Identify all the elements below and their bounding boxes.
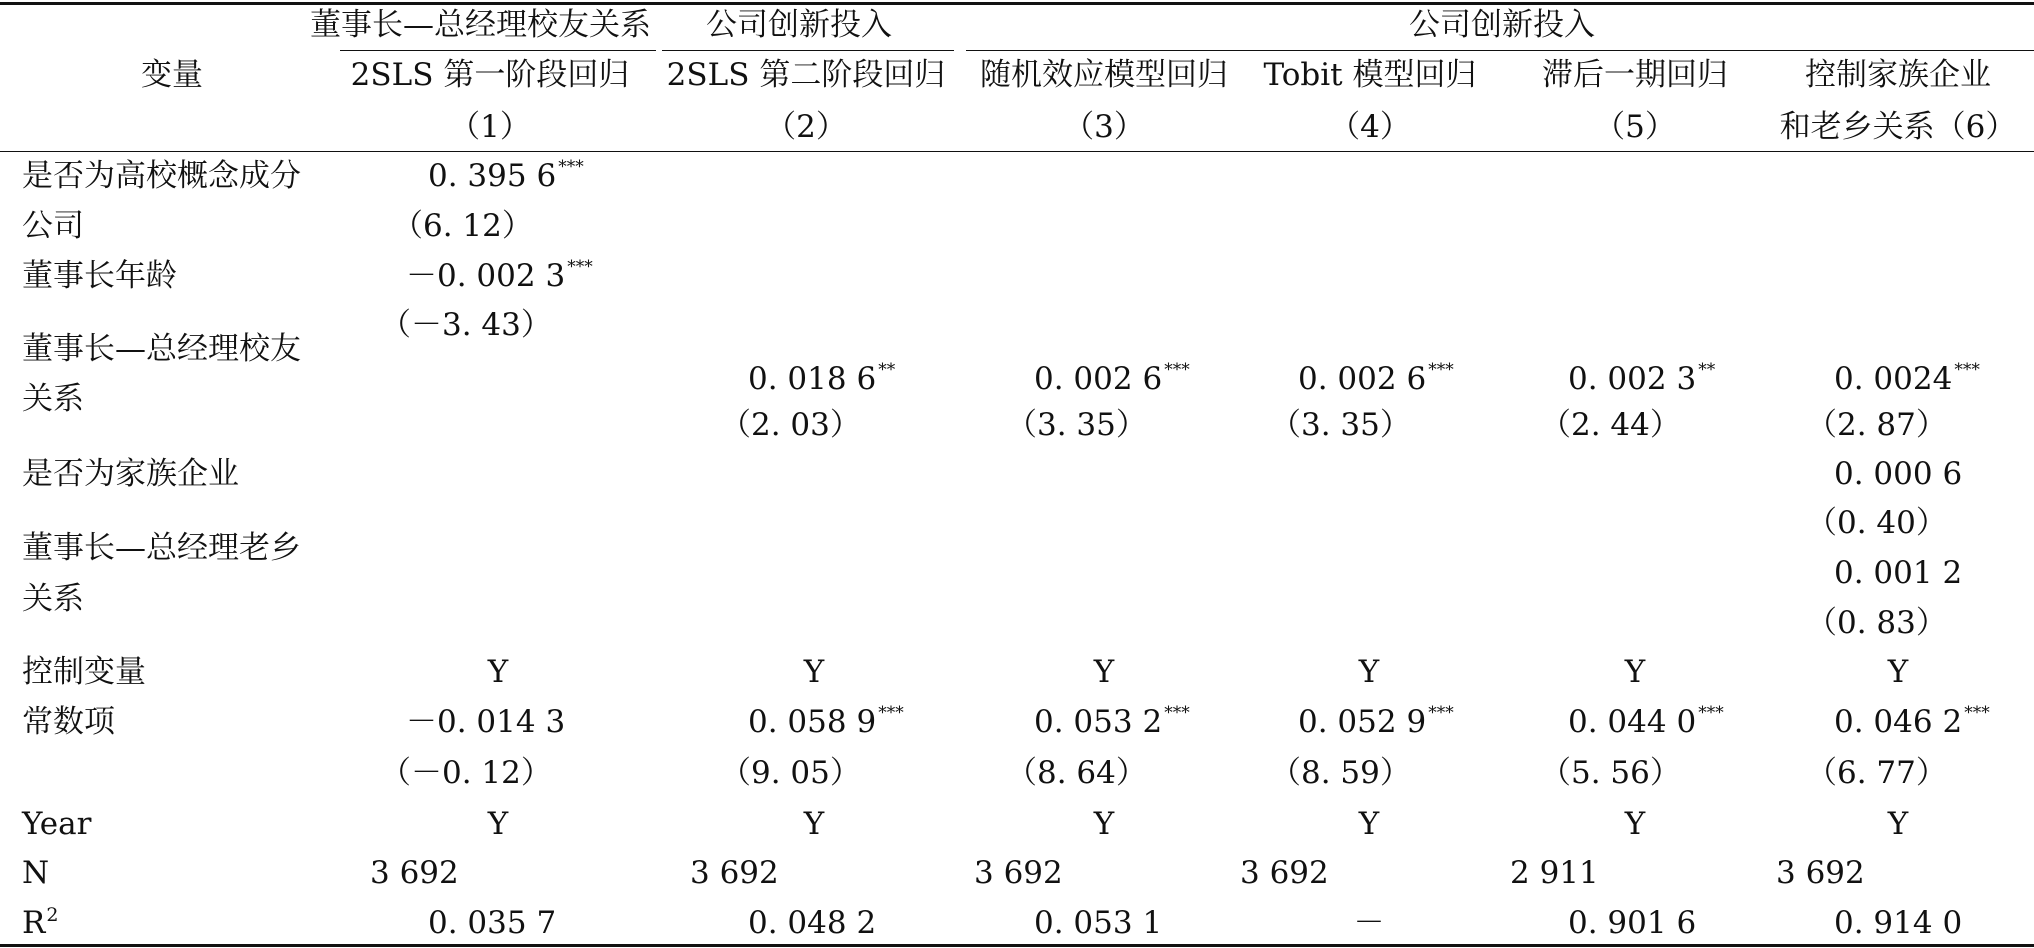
row-label-controls: 控制变量: [22, 654, 146, 690]
cell-age-c1-t: （－3. 43）: [380, 307, 552, 343]
header-col-2-num: （2）: [765, 109, 847, 145]
header-col-5-num: （5）: [1594, 109, 1676, 145]
cell-n-c1: 3 692: [370, 855, 459, 891]
sig-stars: ***: [1954, 360, 1980, 380]
header-col-1-num: （1）: [449, 109, 531, 145]
header-col-5-title: 滞后一期回归: [1542, 57, 1728, 93]
cell-alumni-c5: [1568, 360, 1716, 397]
cell-r2-c6: 0. 914 0: [1834, 905, 1963, 941]
cell-alumni-c2: [748, 360, 896, 397]
header-col-4-num: （4）: [1329, 109, 1411, 145]
sig-stars: ***: [1698, 703, 1724, 723]
header-col-3-title: 随机效应模型回归: [980, 57, 1228, 93]
coef: 0. 002 3: [1568, 361, 1697, 397]
group-1-underline: [340, 50, 656, 51]
cell-n-c2: 3 692: [690, 855, 779, 891]
cell-alumni-c3: [1034, 360, 1190, 397]
cell-controls-c6: Y: [1887, 654, 1909, 690]
header-col-4-title: Tobit 模型回归: [1263, 57, 1477, 93]
row-label-r2: [22, 904, 59, 941]
header-col-6-title-line1: 控制家族企业: [1805, 57, 1991, 93]
sig-stars: ***: [567, 257, 593, 277]
cell-year-c4: Y: [1358, 806, 1380, 842]
cell-n-c5: 2 911: [1510, 855, 1599, 891]
sig-stars: **: [1698, 360, 1716, 380]
cell-constant-c3-t: （8. 64）: [1006, 755, 1147, 791]
cell-r2-c4: －: [1353, 905, 1385, 941]
row-label-alumni-line2: 关系: [22, 381, 84, 417]
sig-stars: ***: [878, 703, 904, 723]
cell-family-c6: 0. 000 6: [1834, 456, 1963, 492]
cell-constant-c2-t: （9. 05）: [720, 755, 861, 791]
cell-laoxiang-c6-t: （0. 83）: [1806, 605, 1947, 641]
group-3-underline: [966, 50, 2034, 51]
cell-constant-c5: [1568, 703, 1724, 740]
sig-stars: ***: [1164, 360, 1190, 380]
cell-alumni-c6: [1834, 360, 1980, 397]
sig-stars: ***: [558, 157, 584, 177]
cell-laoxiang-c6: 0. 001 2: [1834, 555, 1963, 591]
bottom-rule: [0, 944, 2034, 947]
header-group-1: 董事长—总经理校友关系: [310, 7, 651, 43]
cell-gaoxiao-c1: [428, 157, 584, 194]
group-2-underline: [662, 50, 954, 51]
header-col-2-title: 2SLS 第二阶段回归: [666, 57, 946, 93]
cell-alumni-c6-t: （2. 87）: [1806, 407, 1947, 443]
cell-gaoxiao-c1-t: （6. 12）: [392, 208, 533, 244]
coef: 0. 0024: [1834, 361, 1953, 397]
header-variable-label: 变量: [141, 57, 203, 93]
coef: 0. 395 6: [428, 158, 557, 194]
header-group-2: 公司创新投入: [706, 7, 892, 43]
cell-age-c1: [406, 257, 593, 294]
coef: 0. 046 2: [1834, 704, 1963, 740]
cell-constant-c4-t: （8. 59）: [1270, 755, 1411, 791]
coef: 0. 002 6: [1298, 361, 1427, 397]
cell-constant-c6-t: （6. 77）: [1806, 755, 1947, 791]
sig-stars: ***: [1964, 703, 1990, 723]
cell-controls-c3: Y: [1093, 654, 1115, 690]
cell-family-c6-t: （0. 40）: [1806, 505, 1947, 541]
cell-controls-c5: Y: [1624, 654, 1646, 690]
cell-constant-c2: [748, 703, 904, 740]
coef: 0. 053 2: [1034, 704, 1163, 740]
sig-stars: ***: [1428, 360, 1454, 380]
row-label-age: 董事长年龄: [22, 258, 177, 294]
cell-alumni-c4: [1298, 360, 1454, 397]
sig-stars: ***: [1428, 703, 1454, 723]
r2-superscript: 2: [46, 904, 59, 926]
row-label-alumni-line1: 董事长—总经理校友: [22, 331, 301, 367]
cell-constant-c4: [1298, 703, 1454, 740]
cell-r2-c1: 0. 035 7: [428, 905, 557, 941]
cell-constant-c1: －0. 014 3: [406, 704, 566, 740]
cell-year-c5: Y: [1624, 806, 1646, 842]
cell-alumni-c3-t: （3. 35）: [1006, 407, 1147, 443]
cell-r2-c2: 0. 048 2: [748, 905, 877, 941]
cell-alumni-c4-t: （3. 35）: [1270, 407, 1411, 443]
coef: 0. 002 6: [1034, 361, 1163, 397]
coef: 0. 058 9: [748, 704, 877, 740]
coef: 0. 018 6: [748, 361, 877, 397]
coef: 0. 044 0: [1568, 704, 1697, 740]
header-group-3: 公司创新投入: [1409, 7, 1595, 43]
cell-year-c3: Y: [1093, 806, 1115, 842]
header-col-1-title: 2SLS 第一阶段回归: [350, 57, 630, 93]
cell-controls-c1: Y: [487, 654, 509, 690]
sig-stars: **: [878, 360, 896, 380]
row-label-laoxiang-line1: 董事长—总经理老乡: [22, 530, 301, 566]
cell-constant-c3: [1034, 703, 1190, 740]
cell-year-c1: Y: [487, 806, 509, 842]
row-label-n: N: [22, 855, 50, 891]
cell-alumni-c2-t: （2. 03）: [720, 407, 861, 443]
cell-constant-c5-t: （5. 56）: [1540, 755, 1681, 791]
cell-year-c2: Y: [803, 806, 825, 842]
row-label-constant: 常数项: [22, 704, 115, 740]
row-label-family: 是否为家族企业: [22, 456, 239, 492]
r2-base: R: [22, 905, 46, 941]
cell-r2-c3: 0. 053 1: [1034, 905, 1163, 941]
coef: －0. 002 3: [406, 258, 566, 294]
header-bottom-rule: [0, 151, 2034, 152]
cell-year-c6: Y: [1887, 806, 1909, 842]
cell-controls-c4: Y: [1358, 654, 1380, 690]
cell-constant-c1-t: （－0. 12）: [380, 755, 552, 791]
row-label-year: Year: [22, 806, 92, 842]
top-rule: [0, 2, 2034, 5]
cell-controls-c2: Y: [803, 654, 825, 690]
header-col-6-title-line2: 和老乡关系（6）: [1779, 109, 2017, 145]
row-label-gaoxiao-line2: 公司: [22, 208, 84, 244]
sig-stars: ***: [1164, 703, 1190, 723]
cell-r2-c5: 0. 901 6: [1568, 905, 1697, 941]
row-label-laoxiang-line2: 关系: [22, 581, 84, 617]
cell-n-c6: 3 692: [1776, 855, 1865, 891]
cell-n-c4: 3 692: [1240, 855, 1329, 891]
header-col-3-num: （3）: [1063, 109, 1145, 145]
cell-alumni-c5-t: （2. 44）: [1540, 407, 1681, 443]
row-label-gaoxiao-line1: 是否为高校概念成分: [22, 158, 301, 194]
cell-constant-c6: [1834, 703, 1990, 740]
coef: 0. 052 9: [1298, 704, 1427, 740]
cell-n-c3: 3 692: [974, 855, 1063, 891]
